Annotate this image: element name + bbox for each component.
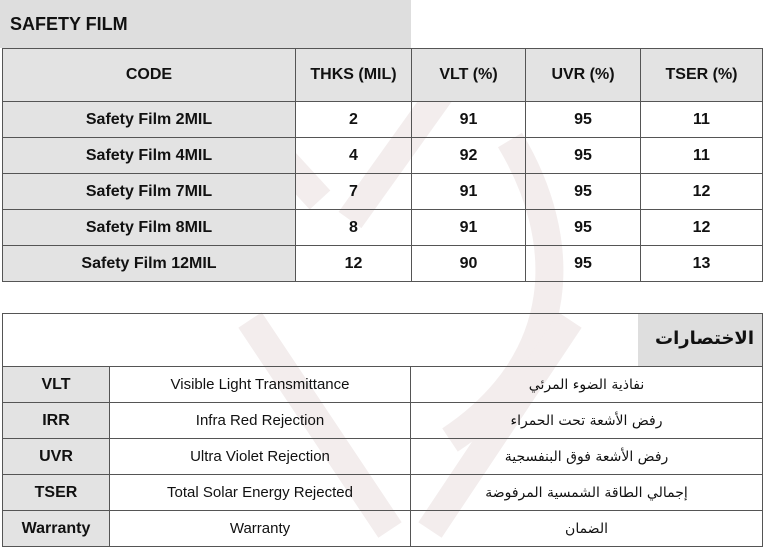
abbr-cell: IRR (3, 403, 110, 439)
english-term-cell: Visible Light Transmittance (110, 367, 411, 403)
english-term-cell: Infra Red Rejection (110, 403, 411, 439)
table-row (3, 246, 763, 282)
uvr-cell: 95 (526, 210, 641, 246)
abbreviations-title: الاختصارات (638, 314, 762, 366)
header-tser: TSER (%) (641, 49, 763, 102)
english-term-cell: Total Solar Energy Rejected (110, 475, 411, 511)
code-cell: Safety Film 2MIL (3, 102, 296, 138)
header-vlt: VLT (%) (412, 49, 526, 102)
code-cell: Safety Film 7MIL (3, 174, 296, 210)
abbr-cell: Warranty (3, 511, 110, 547)
table-row (3, 138, 763, 174)
english-term-cell: Warranty (110, 511, 411, 547)
uvr-cell: 95 (526, 102, 641, 138)
table-row (3, 403, 763, 439)
table-row (3, 102, 763, 138)
vlt-cell: 91 (412, 174, 526, 210)
arabic-term-cell: رفض الأشعة فوق البنفسجية (411, 439, 763, 475)
uvr-cell: 95 (526, 246, 641, 282)
table-row (3, 439, 763, 475)
tser-cell: 12 (641, 174, 763, 210)
abbr-cell: UVR (3, 439, 110, 475)
uvr-cell: 95 (526, 138, 641, 174)
table-row (3, 511, 763, 547)
tser-cell: 11 (641, 138, 763, 174)
section-title: SAFETY FILM (0, 0, 411, 48)
abbr-cell: TSER (3, 475, 110, 511)
header-uvr: UVR (%) (526, 49, 641, 102)
english-term-cell: Ultra Violet Rejection (110, 439, 411, 475)
vlt-cell: 90 (412, 246, 526, 282)
header-code: CODE (3, 49, 296, 102)
arabic-term-cell: رفض الأشعة تحت الحمراء (411, 403, 763, 439)
table-row (3, 367, 763, 403)
thks-cell: 2 (296, 102, 412, 138)
spec-header-row (3, 49, 763, 102)
safety-film-spec-table (2, 48, 763, 282)
table-row (3, 210, 763, 246)
thks-cell: 8 (296, 210, 412, 246)
code-cell: Safety Film 4MIL (3, 138, 296, 174)
vlt-cell: 91 (412, 102, 526, 138)
table-row (3, 475, 763, 511)
arabic-term-cell: الضمان (411, 511, 763, 547)
code-cell: Safety Film 12MIL (3, 246, 296, 282)
tser-cell: 11 (641, 102, 763, 138)
table-row (3, 174, 763, 210)
tser-cell: 13 (641, 246, 763, 282)
abbreviations-header-box (2, 313, 763, 366)
abbreviations-table (2, 366, 763, 547)
vlt-cell: 92 (412, 138, 526, 174)
uvr-cell: 95 (526, 174, 641, 210)
thks-cell: 7 (296, 174, 412, 210)
arabic-term-cell: إجمالي الطاقة الشمسية المرفوضة (411, 475, 763, 511)
tser-cell: 12 (641, 210, 763, 246)
header-thks: THKS (MIL) (296, 49, 412, 102)
vlt-cell: 91 (412, 210, 526, 246)
code-cell: Safety Film 8MIL (3, 210, 296, 246)
thks-cell: 4 (296, 138, 412, 174)
abbr-cell: VLT (3, 367, 110, 403)
arabic-term-cell: نفاذية الضوء المرئي (411, 367, 763, 403)
thks-cell: 12 (296, 246, 412, 282)
